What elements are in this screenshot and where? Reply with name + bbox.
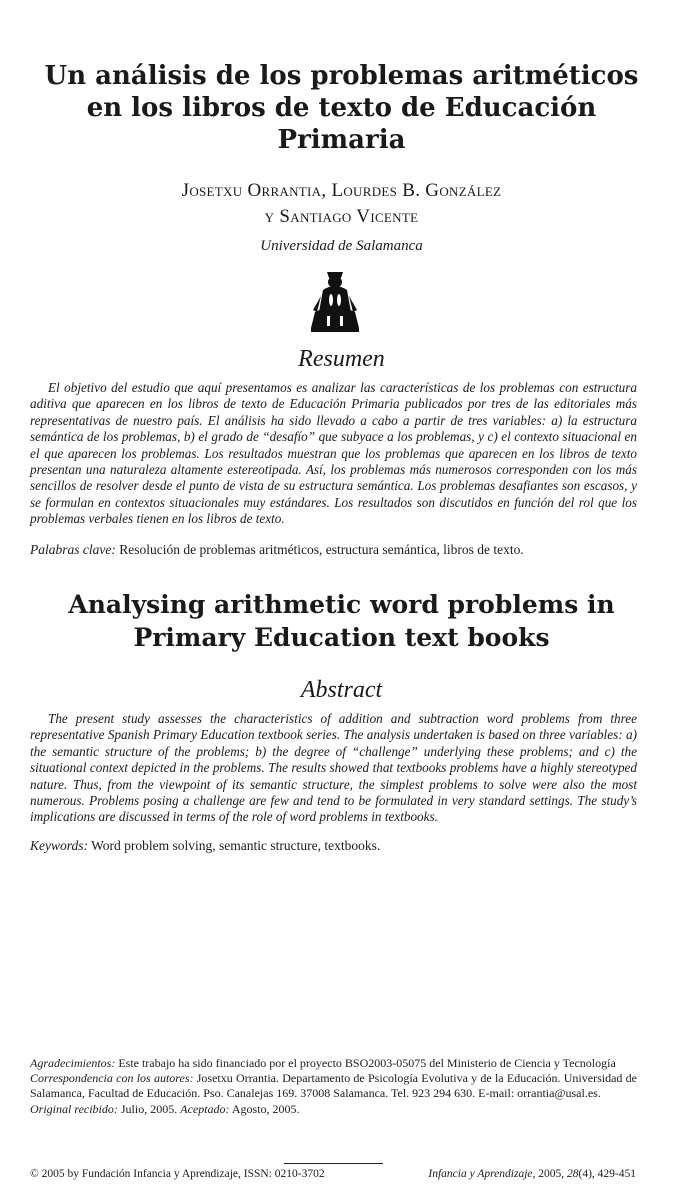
accepted-label: Aceptado: [180, 1101, 230, 1116]
acknowledgements-text: Este trabajo ha sido financiado por el proyecto BSO2003-05075 del Ministerio de Ciencia y Tecnología [118, 1056, 616, 1070]
english-title-line: Analysing arithmetic word problems in [68, 590, 615, 619]
english-keywords [30, 838, 650, 854]
keywords-label: Palabras clave: [30, 542, 116, 557]
footer-rule [284, 1163, 383, 1164]
acknowledgements-label: Agradecimientos: [30, 1056, 116, 1070]
spanish-title [20, 60, 663, 156]
journal-name: Infancia y Aprendizaje, [428, 1168, 536, 1180]
received-date: Julio, 2005. [120, 1101, 178, 1116]
author-list [20, 178, 663, 230]
abstract-body: The present study assesses the characteristics of addition and subtraction word problems from three representative Spanish Primary Education textbook series. The analysis undertaken is based on three variables: a) the semantic structure of the problems; b) the degree of “challenge” underlying these problems; and c) the situational context depicted in the problems. The results showed that textbooks problems have a highly stereotyped nature. Thus, from the viewpoint of its semantic structure, the simplest problems to solve were also the most numerous. Problems posing a challenge are few and tend to be formulated in very standard settings. The study’s implications are discussed in terms of the role of word problems in textbooks. [30, 711, 637, 825]
english-title-line: Primary Education text books [133, 623, 550, 652]
keywords-text: Resolución de problemas aritméticos, estructura semántica, libros de texto. [119, 542, 524, 557]
spanish-title-line: en los libros de texto de Educación [86, 93, 597, 123]
authors-line: Josetxu Orrantia, Lourdes B. González [181, 180, 502, 201]
resumen-body: El objetivo del estudio que aquí presentamos es analizar las características de los problemas con estructura aditiva que aparecen en los libros de texto de Educación Primaria publicados por tres de las editoriales más representativas de nuestro país. El análisis ha sido llevado a cabo a partir de tres variables: a) la estructura semántica de los problemas, b) el grado de “desafío” que subyace a los problemas, y c) el contexto situacional en el que aparecen los problemas. Los resultados muestran que los problemas que aparecen en los libros de texto presentan una naturaleza altamente estereotipada. Así, los problemas más numerosos corresponden con los más sencillos de resolver desde el punto de vista de su estructura semántica. Los problemas desafiantes son escasos, y se formulan en contextos situacionales muy estándares. Los resultados son discutidos en función del rol que los problemas verbales tienen en los libros de texto. [30, 380, 637, 527]
english-title [20, 588, 663, 654]
correspondence [30, 1071, 637, 1101]
accepted-date: Agosto, 2005. [231, 1101, 300, 1116]
spanish-title-line: Un análisis de los problemas aritméticos [44, 61, 639, 91]
citation-volume: 28 [567, 1168, 579, 1180]
abstract-heading: Abstract [300, 677, 383, 703]
acknowledgements [30, 1056, 637, 1071]
dates [30, 1102, 637, 1117]
affiliation: Universidad de Salamanca [260, 238, 423, 254]
journal-citation [428, 1168, 636, 1180]
keywords-text: Word problem solving, semantic structure, textbooks. [91, 838, 381, 853]
authors-line: y Santiago Vicente [264, 206, 419, 227]
university-seal-icon [305, 268, 365, 336]
citation-year: 2005, [538, 1168, 565, 1180]
correspondence-label: Correspondencia con los autores: [30, 1071, 194, 1086]
copyright: © 2005 by Fundación Infancia y Aprendizaje, ISSN: 0210-3702 [30, 1168, 325, 1180]
spanish-title-line: Primaria [277, 125, 406, 155]
citation-pages: (4), 429-451 [578, 1168, 636, 1180]
received-label: Original recibido: [30, 1101, 118, 1116]
spanish-keywords [30, 542, 650, 558]
keywords-label: Keywords: [30, 838, 88, 853]
resumen-heading: Resumen [298, 346, 385, 372]
correspondence-text: Josetxu Orrantia. Departamento de Psicología Evolutiva y de la Educación. Universidad de Salamanca, Facultad de Educación. Pso. Canalejas 169. 37008 Salamanca. Tel. 923 294 630. E-mail: orrantia@usal.es. [30, 1071, 637, 1101]
footnotes [30, 1056, 637, 1117]
